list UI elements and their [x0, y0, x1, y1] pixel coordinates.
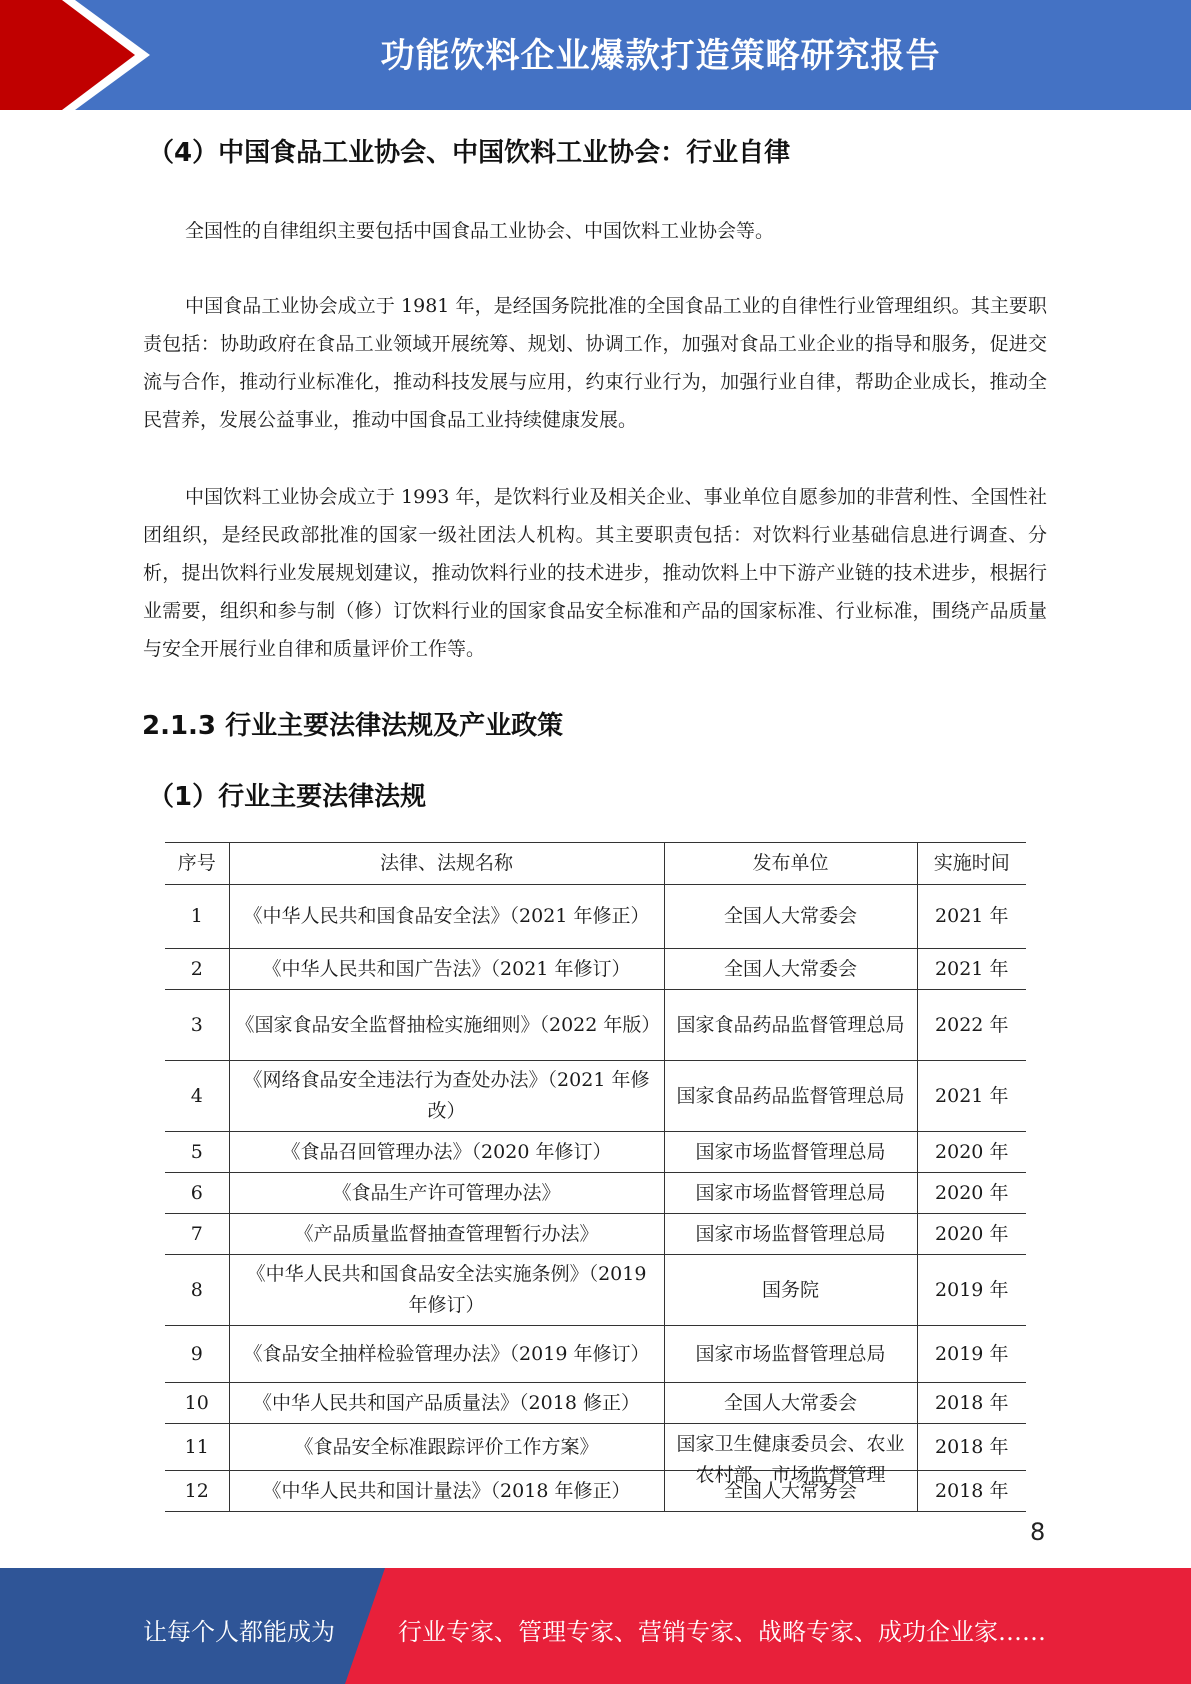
table-cell: 2019 年	[917, 1255, 1026, 1326]
table-row	[165, 949, 1026, 990]
page-number: 8	[1030, 1518, 1046, 1546]
page-header	[0, 0, 1191, 110]
table-cell: 2021 年	[917, 885, 1026, 949]
table-cell: 《食品安全抽样检验管理办法》（2019 年修订）	[229, 1326, 664, 1383]
table-cell: 5	[165, 1132, 229, 1173]
table-row	[165, 1214, 1026, 1255]
report-title: 功能饮料企业爆款打造策略研究报告	[380, 36, 941, 76]
table-cell: 《产品质量监督抽查管理暂行办法》	[229, 1214, 664, 1255]
table-cell: 2	[165, 949, 229, 990]
table-cell: 国家市场监督管理总局	[664, 1173, 917, 1214]
column-header-effective-date: 实施时间	[917, 843, 1026, 885]
table-cell: 《网络食品安全违法行为查处办法》（2021 年修改）	[229, 1061, 664, 1132]
table-cell: 国家市场监督管理总局	[664, 1326, 917, 1383]
header-arrow-decoration	[0, 0, 200, 110]
paragraph-intro: 全国性的自律组织主要包括中国食品工业协会、中国饮料工业协会等。	[185, 220, 775, 242]
table-cell: 国家市场监督管理总局	[664, 1132, 917, 1173]
table-cell: 8	[165, 1255, 229, 1326]
table-cell: 全国人大常委会	[664, 949, 917, 990]
table-row	[165, 1173, 1026, 1214]
column-header-issuer: 发布单位	[664, 843, 917, 885]
table-row	[165, 990, 1026, 1061]
column-header-name: 法律、法规名称	[229, 843, 664, 885]
table-header-row	[165, 843, 1026, 885]
table-cell: 国家食品药品监督管理总局	[664, 1061, 917, 1132]
table-cell: 《中华人民共和国广告法》（2021 年修订）	[229, 949, 664, 990]
table-cell: 3	[165, 990, 229, 1061]
table-cell: 《中华人民共和国产品质量法》（2018 修正）	[229, 1383, 664, 1424]
paragraph-food-association: 中国食品工业协会成立于 1981 年，是经国务院批准的全国食品工业的自律性行业管理组织。其主要职责包括：协助政府在食品工业领域开展统筹、规划、协调工作，加强对食品工业企业的指导和服务，促进交流与合作，推动行业标准化，推动科技发展与应用，约束行业行为，加强行业自律，帮助企业成长，推动全民营养，发展公益事业，推动中国食品工业持续健康发展。	[143, 295, 1047, 431]
table-row	[165, 885, 1026, 949]
table-cell: 10	[165, 1383, 229, 1424]
table-cell: 全国人大常务会	[664, 1471, 917, 1512]
footer-slogan-left: 让每个人都能成为	[143, 1618, 335, 1646]
table-cell: 2020 年	[917, 1132, 1026, 1173]
table-cell: 2019 年	[917, 1326, 1026, 1383]
table-cell: 国家卫生健康委员会、农业农村部、市场监督管理	[676, 1433, 905, 1486]
page-footer	[0, 1568, 1191, 1684]
table-cell: 2018 年	[917, 1383, 1026, 1424]
section-heading-laws-policies: 2.1.3 行业主要法律法规及产业政策	[142, 711, 564, 741]
column-header-index: 序号	[165, 843, 229, 885]
table-cell: 12	[165, 1471, 229, 1512]
table-row	[165, 1471, 1026, 1512]
table-cell: 国家市场监督管理总局	[664, 1214, 917, 1255]
table-cell: 2020 年	[917, 1214, 1026, 1255]
laws-table	[165, 842, 1026, 1512]
table-cell: 全国人大常委会	[664, 1383, 917, 1424]
table-cell: 11	[165, 1424, 229, 1471]
table-row	[165, 1424, 1026, 1471]
table-row	[165, 1132, 1026, 1173]
table-cell-clipped	[664, 1424, 917, 1486]
table-row	[165, 1383, 1026, 1424]
footer-slogan-right: 行业专家、管理专家、营销专家、战略专家、成功企业家……	[398, 1618, 1046, 1646]
table-cell: 2018 年	[917, 1424, 1026, 1471]
table-cell: 2021 年	[917, 949, 1026, 990]
table-cell: 《中华人民共和国计量法》（2018 年修正）	[229, 1471, 664, 1512]
table-cell: 2020 年	[917, 1173, 1026, 1214]
table-cell: 4	[165, 1061, 229, 1132]
table-cell: 2022 年	[917, 990, 1026, 1061]
table-row	[165, 1255, 1026, 1326]
table-cell: 6	[165, 1173, 229, 1214]
table-cell: 《国家食品安全监督抽检实施细则》（2022 年版）	[229, 990, 664, 1061]
table-cell: 9	[165, 1326, 229, 1383]
section-heading-industry-self-regulation: （4）中国食品工业协会、中国饮料工业协会：行业自律	[148, 138, 791, 168]
table-cell: 国家食品药品监督管理总局	[664, 990, 917, 1061]
paragraph-beverage-association: 中国饮料工业协会成立于 1993 年，是饮料行业及相关企业、事业单位自愿参加的非营利性、全国性社团组织，是经民政部批准的国家一级社团法人机构。其主要职责包括：对饮料行业基础信息进行调查、分析，提出饮料行业发展规划建议，推动饮料行业的技术进步，推动饮料上中下游产业链的技术进步，根据行业需要，组织和参与制（修）订饮料行业的国家食品安全标准和产品的国家标准、行业标准，围绕产品质量与安全开展行业自律和质量评价工作等。	[143, 486, 1047, 660]
table-cell: 国务院	[664, 1255, 917, 1326]
table-cell: 全国人大常委会	[664, 885, 917, 949]
table-cell: 《中华人民共和国食品安全法》（2021 年修正）	[229, 885, 664, 949]
table-cell: 《食品安全标准跟踪评价工作方案》	[229, 1424, 664, 1471]
table-cell: 《中华人民共和国食品安全法实施条例》（2019 年修订）	[229, 1255, 664, 1326]
table-cell: 7	[165, 1214, 229, 1255]
table-cell: 2018 年	[917, 1471, 1026, 1512]
table-cell: 《食品生产许可管理办法》	[229, 1173, 664, 1214]
table-row	[165, 1326, 1026, 1383]
table-cell: 1	[165, 885, 229, 949]
table-cell: 《食品召回管理办法》（2020 年修订）	[229, 1132, 664, 1173]
table-cell: 2021 年	[917, 1061, 1026, 1132]
section-heading-main-laws: （1）行业主要法律法规	[148, 782, 427, 812]
table-row	[165, 1061, 1026, 1132]
